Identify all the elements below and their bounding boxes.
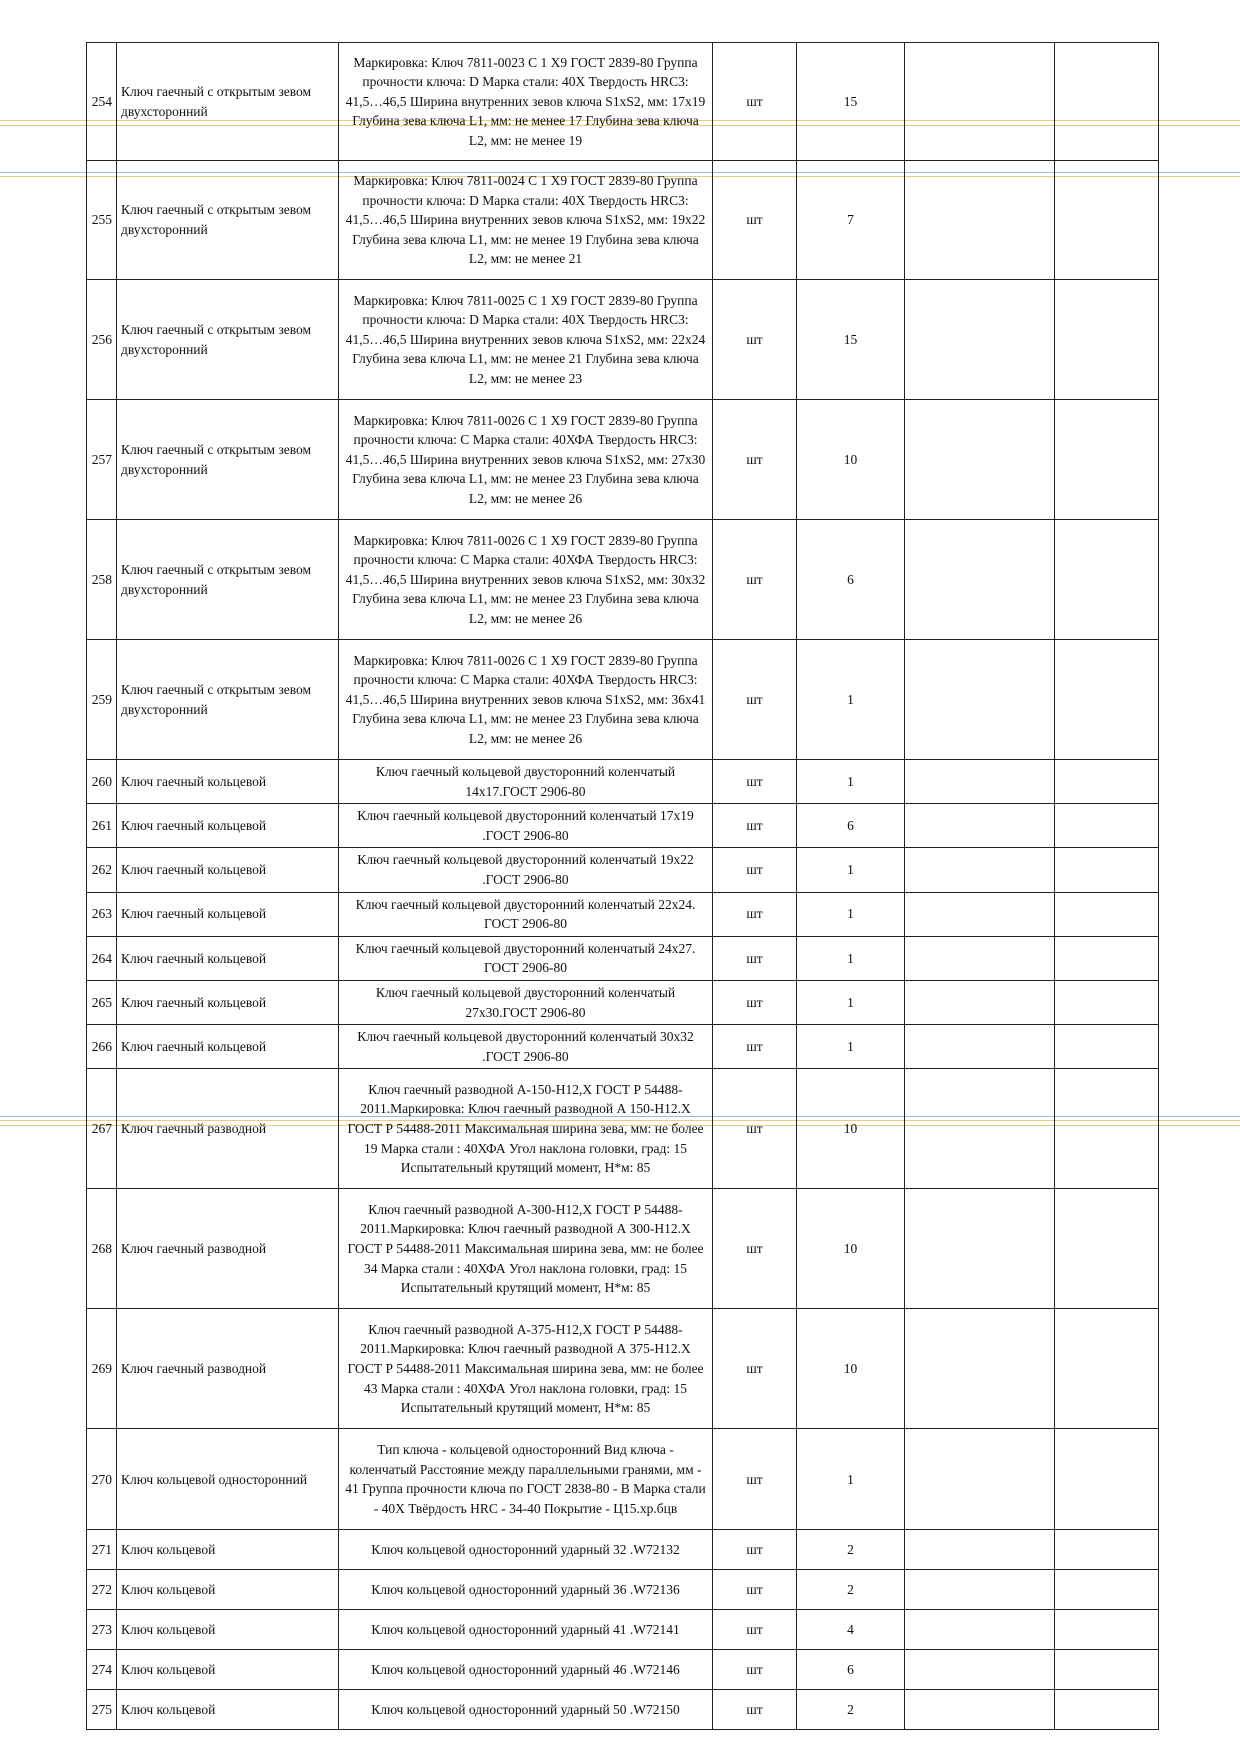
item-name: Ключ гаечный с открытым зевом двухсторонний [117, 43, 339, 161]
row-number: 268 [87, 1189, 117, 1309]
item-quantity: 1 [797, 1429, 905, 1530]
item-description: Ключ гаечный разводной А-150-Н12,Х ГОСТ Р 54488-2011.Маркировка: Ключ гаечный разводной А 150-Н12.Х ГОСТ Р 54488-2011 Максимальная ширина зева, мм: не более 19 Марка стали : 40ХФА Угол наклона головки, град: 15 Испытательный крутящий момент, Н*м: 85 [339, 1069, 713, 1189]
empty-cell [905, 1069, 1055, 1189]
item-unit: шт [713, 936, 797, 980]
item-name: Ключ кольцевой [117, 1570, 339, 1610]
empty-cell [1055, 1189, 1159, 1309]
item-description: Ключ кольцевой односторонний ударный 50 .W72150 [339, 1690, 713, 1730]
row-number: 267 [87, 1069, 117, 1189]
empty-cell [1055, 1429, 1159, 1530]
table-row [87, 980, 1159, 1024]
item-description: Ключ гаечный кольцевой двусторонний коленчатый 27x30.ГОСТ 2906-80 [339, 980, 713, 1024]
item-quantity: 15 [797, 280, 905, 400]
item-quantity: 1 [797, 980, 905, 1024]
item-description: Ключ кольцевой односторонний ударный 32 .W72132 [339, 1530, 713, 1570]
empty-cell [1055, 161, 1159, 280]
empty-cell [905, 43, 1055, 161]
item-name: Ключ кольцевой односторонний [117, 1429, 339, 1530]
empty-cell [905, 936, 1055, 980]
item-quantity: 1 [797, 760, 905, 804]
item-description: Ключ гаечный кольцевой двусторонний коленчатый 14x17.ГОСТ 2906-80 [339, 760, 713, 804]
empty-cell [1055, 1570, 1159, 1610]
item-unit: шт [713, 43, 797, 161]
item-unit: шт [713, 1530, 797, 1570]
empty-cell [1055, 1610, 1159, 1650]
item-unit: шт [713, 1189, 797, 1309]
table-row [87, 1189, 1159, 1309]
table-row [87, 1690, 1159, 1730]
empty-cell [1055, 848, 1159, 892]
specification-table [86, 42, 1159, 1730]
row-number: 265 [87, 980, 117, 1024]
empty-cell [905, 1530, 1055, 1570]
item-unit: шт [713, 520, 797, 640]
item-name: Ключ гаечный с открытым зевом двухсторонний [117, 161, 339, 280]
item-unit: шт [713, 892, 797, 936]
item-unit: шт [713, 1570, 797, 1610]
item-name: Ключ кольцевой [117, 1650, 339, 1690]
item-unit: шт [713, 1690, 797, 1730]
item-unit: шт [713, 980, 797, 1024]
item-quantity: 15 [797, 43, 905, 161]
row-number: 271 [87, 1530, 117, 1570]
item-unit: шт [713, 1429, 797, 1530]
item-unit: шт [713, 1025, 797, 1069]
item-description: Маркировка: Ключ 7811-0024 С 1 Х9 ГОСТ 2839-80 Группа прочности ключа: D Марка стали: 40Х Твердость HRC3: 41,5…46,5 Ширина внутренних зевов ключа S1xS2, мм: 19x22 Глубина зева ключа L1, мм: не менее 19 Глубина зева ключа L2, мм: не менее 21 [339, 161, 713, 280]
empty-cell [905, 980, 1055, 1024]
table-row [87, 848, 1159, 892]
row-number: 266 [87, 1025, 117, 1069]
item-description: Ключ гаечный кольцевой двусторонний коленчатый 17x19 .ГОСТ 2906-80 [339, 804, 713, 848]
table-row [87, 1429, 1159, 1530]
item-quantity: 2 [797, 1690, 905, 1730]
empty-cell [905, 640, 1055, 760]
empty-cell [1055, 43, 1159, 161]
empty-cell [905, 1650, 1055, 1690]
item-quantity: 10 [797, 1189, 905, 1309]
empty-cell [905, 1570, 1055, 1610]
item-description: Ключ гаечный кольцевой двусторонний коленчатый 22x24. ГОСТ 2906-80 [339, 892, 713, 936]
table-row [87, 1610, 1159, 1650]
empty-cell [905, 1429, 1055, 1530]
table-row [87, 760, 1159, 804]
empty-cell [905, 400, 1055, 520]
item-description: Ключ гаечный разводной А-300-Н12,Х ГОСТ Р 54488-2011.Маркировка: Ключ гаечный разводной А 300-Н12.Х ГОСТ Р 54488-2011 Максимальная ширина зева, мм: не более 34 Марка стали : 40ХФА Угол наклона головки, град: 15 Испытательный крутящий момент, Н*м: 85 [339, 1189, 713, 1309]
row-number: 256 [87, 280, 117, 400]
empty-cell [1055, 936, 1159, 980]
row-number: 262 [87, 848, 117, 892]
empty-cell [1055, 280, 1159, 400]
item-unit: шт [713, 640, 797, 760]
empty-cell [1055, 804, 1159, 848]
row-number: 258 [87, 520, 117, 640]
item-description: Маркировка: Ключ 7811-0023 С 1 Х9 ГОСТ 2839-80 Группа прочности ключа: D Марка стали: 40Х Твердость HRC3: 41,5…46,5 Ширина внутренних зевов ключа S1xS2, мм: 17x19 Глубина зева ключа L1, мм: не менее 17 Глубина зева ключа L2, мм: не менее 19 [339, 43, 713, 161]
empty-cell [905, 1610, 1055, 1650]
row-number: 274 [87, 1650, 117, 1690]
row-number: 263 [87, 892, 117, 936]
empty-cell [1055, 1025, 1159, 1069]
row-number: 269 [87, 1309, 117, 1429]
item-name: Ключ гаечный кольцевой [117, 980, 339, 1024]
item-quantity: 1 [797, 640, 905, 760]
item-unit: шт [713, 1650, 797, 1690]
row-number: 255 [87, 161, 117, 280]
table-row [87, 640, 1159, 760]
item-description: Ключ гаечный кольцевой двусторонний коленчатый 19x22 .ГОСТ 2906-80 [339, 848, 713, 892]
row-number: 257 [87, 400, 117, 520]
item-quantity: 1 [797, 892, 905, 936]
item-quantity: 4 [797, 1610, 905, 1650]
empty-cell [1055, 1690, 1159, 1730]
item-description: Тип ключа - кольцевой односторонний Вид ключа - коленчатый Расстояние между параллельными гранями, мм - 41 Группа прочности ключа по ГОСТ 2838-80 - В Марка стали - 40Х Твёрдость HRC - 34-40 Покрытие - Ц15.хр.бцв [339, 1429, 713, 1530]
item-name: Ключ гаечный кольцевой [117, 760, 339, 804]
item-quantity: 6 [797, 520, 905, 640]
row-number: 275 [87, 1690, 117, 1730]
empty-cell [905, 520, 1055, 640]
row-number: 261 [87, 804, 117, 848]
item-name: Ключ гаечный с открытым зевом двухсторонний [117, 400, 339, 520]
table-row [87, 400, 1159, 520]
item-description: Маркировка: Ключ 7811-0025 С 1 Х9 ГОСТ 2839-80 Группа прочности ключа: D Марка стали: 40Х Твердость HRC3: 41,5…46,5 Ширина внутренних зевов ключа S1xS2, мм: 22x24 Глубина зева ключа L1, мм: не менее 21 Глубина зева ключа L2, мм: не менее 23 [339, 280, 713, 400]
table-row [87, 804, 1159, 848]
item-name: Ключ кольцевой [117, 1610, 339, 1650]
empty-cell [905, 848, 1055, 892]
item-quantity: 1 [797, 1025, 905, 1069]
item-quantity: 7 [797, 161, 905, 280]
empty-cell [905, 1025, 1055, 1069]
table-row [87, 161, 1159, 280]
item-unit: шт [713, 400, 797, 520]
item-unit: шт [713, 1610, 797, 1650]
empty-cell [1055, 1069, 1159, 1189]
table-row [87, 1309, 1159, 1429]
empty-cell [1055, 640, 1159, 760]
item-name: Ключ гаечный разводной [117, 1069, 339, 1189]
row-number: 254 [87, 43, 117, 161]
item-name: Ключ гаечный кольцевой [117, 936, 339, 980]
row-number: 270 [87, 1429, 117, 1530]
item-quantity: 1 [797, 936, 905, 980]
empty-cell [905, 804, 1055, 848]
row-number: 260 [87, 760, 117, 804]
item-description: Маркировка: Ключ 7811-0026 С 1 Х9 ГОСТ 2839-80 Группа прочности ключа: С Марка стали: 40ХФА Твердость HRC3: 41,5…46,5 Ширина внутренних зевов ключа S1xS2, мм: 36x41 Глубина зева ключа L1, мм: не менее 23 Глубина зева ключа L2, мм: не менее 26 [339, 640, 713, 760]
table-row [87, 1530, 1159, 1570]
item-unit: шт [713, 760, 797, 804]
item-description: Ключ гаечный разводной А-375-Н12,Х ГОСТ Р 54488-2011.Маркировка: Ключ гаечный разводной А 375-Н12.Х ГОСТ Р 54488-2011 Максимальная ширина зева, мм: не более 43 Марка стали : 40ХФА Угол наклона головки, град: 15 Испытательный крутящий момент, Н*м: 85 [339, 1309, 713, 1429]
empty-cell [905, 1690, 1055, 1730]
item-quantity: 6 [797, 804, 905, 848]
empty-cell [1055, 520, 1159, 640]
item-quantity: 6 [797, 1650, 905, 1690]
item-description: Ключ кольцевой односторонний ударный 46 .W72146 [339, 1650, 713, 1690]
item-description: Ключ гаечный кольцевой двусторонний коленчатый 30x32 .ГОСТ 2906-80 [339, 1025, 713, 1069]
table-row [87, 1570, 1159, 1610]
empty-cell [1055, 1650, 1159, 1690]
item-name: Ключ гаечный с открытым зевом двухсторонний [117, 520, 339, 640]
item-description: Маркировка: Ключ 7811-0026 С 1 Х9 ГОСТ 2839-80 Группа прочности ключа: С Марка стали: 40ХФА Твердость HRC3: 41,5…46,5 Ширина внутренних зевов ключа S1xS2, мм: 27x30 Глубина зева ключа L1, мм: не менее 23 Глубина зева ключа L2, мм: не менее 26 [339, 400, 713, 520]
empty-cell [905, 280, 1055, 400]
table-row [87, 1025, 1159, 1069]
item-name: Ключ гаечный разводной [117, 1189, 339, 1309]
item-name: Ключ гаечный кольцевой [117, 892, 339, 936]
item-name: Ключ гаечный с открытым зевом двухсторонний [117, 640, 339, 760]
item-name: Ключ гаечный с открытым зевом двухсторонний [117, 280, 339, 400]
empty-cell [1055, 1530, 1159, 1570]
empty-cell [1055, 980, 1159, 1024]
item-description: Ключ кольцевой односторонний ударный 41 .W72141 [339, 1610, 713, 1650]
item-unit: шт [713, 1069, 797, 1189]
table-row [87, 520, 1159, 640]
item-unit: шт [713, 161, 797, 280]
item-quantity: 10 [797, 1069, 905, 1189]
table-row [87, 1650, 1159, 1690]
row-number: 264 [87, 936, 117, 980]
table-row [87, 280, 1159, 400]
empty-cell [1055, 400, 1159, 520]
item-description: Маркировка: Ключ 7811-0026 С 1 Х9 ГОСТ 2839-80 Группа прочности ключа: С Марка стали: 40ХФА Твердость HRC3: 41,5…46,5 Ширина внутренних зевов ключа S1xS2, мм: 30x32 Глубина зева ключа L1, мм: не менее 23 Глубина зева ключа L2, мм: не менее 26 [339, 520, 713, 640]
item-description: Ключ кольцевой односторонний ударный 36 .W72136 [339, 1570, 713, 1610]
empty-cell [905, 1309, 1055, 1429]
empty-cell [905, 161, 1055, 280]
item-unit: шт [713, 1309, 797, 1429]
empty-cell [1055, 1309, 1159, 1429]
item-quantity: 10 [797, 400, 905, 520]
item-quantity: 1 [797, 848, 905, 892]
empty-cell [905, 1189, 1055, 1309]
item-unit: шт [713, 804, 797, 848]
item-unit: шт [713, 280, 797, 400]
item-name: Ключ кольцевой [117, 1690, 339, 1730]
empty-cell [905, 760, 1055, 804]
row-number: 259 [87, 640, 117, 760]
table-row [87, 936, 1159, 980]
table-row [87, 1069, 1159, 1189]
item-unit: шт [713, 848, 797, 892]
table-row [87, 43, 1159, 161]
item-name: Ключ гаечный разводной [117, 1309, 339, 1429]
table-row [87, 892, 1159, 936]
item-name: Ключ гаечный кольцевой [117, 848, 339, 892]
empty-cell [905, 892, 1055, 936]
item-description: Ключ гаечный кольцевой двусторонний коленчатый 24x27. ГОСТ 2906-80 [339, 936, 713, 980]
item-name: Ключ гаечный кольцевой [117, 1025, 339, 1069]
row-number: 272 [87, 1570, 117, 1610]
item-quantity: 2 [797, 1530, 905, 1570]
item-name: Ключ кольцевой [117, 1530, 339, 1570]
item-quantity: 10 [797, 1309, 905, 1429]
empty-cell [1055, 760, 1159, 804]
item-name: Ключ гаечный кольцевой [117, 804, 339, 848]
row-number: 273 [87, 1610, 117, 1650]
empty-cell [1055, 892, 1159, 936]
item-quantity: 2 [797, 1570, 905, 1610]
